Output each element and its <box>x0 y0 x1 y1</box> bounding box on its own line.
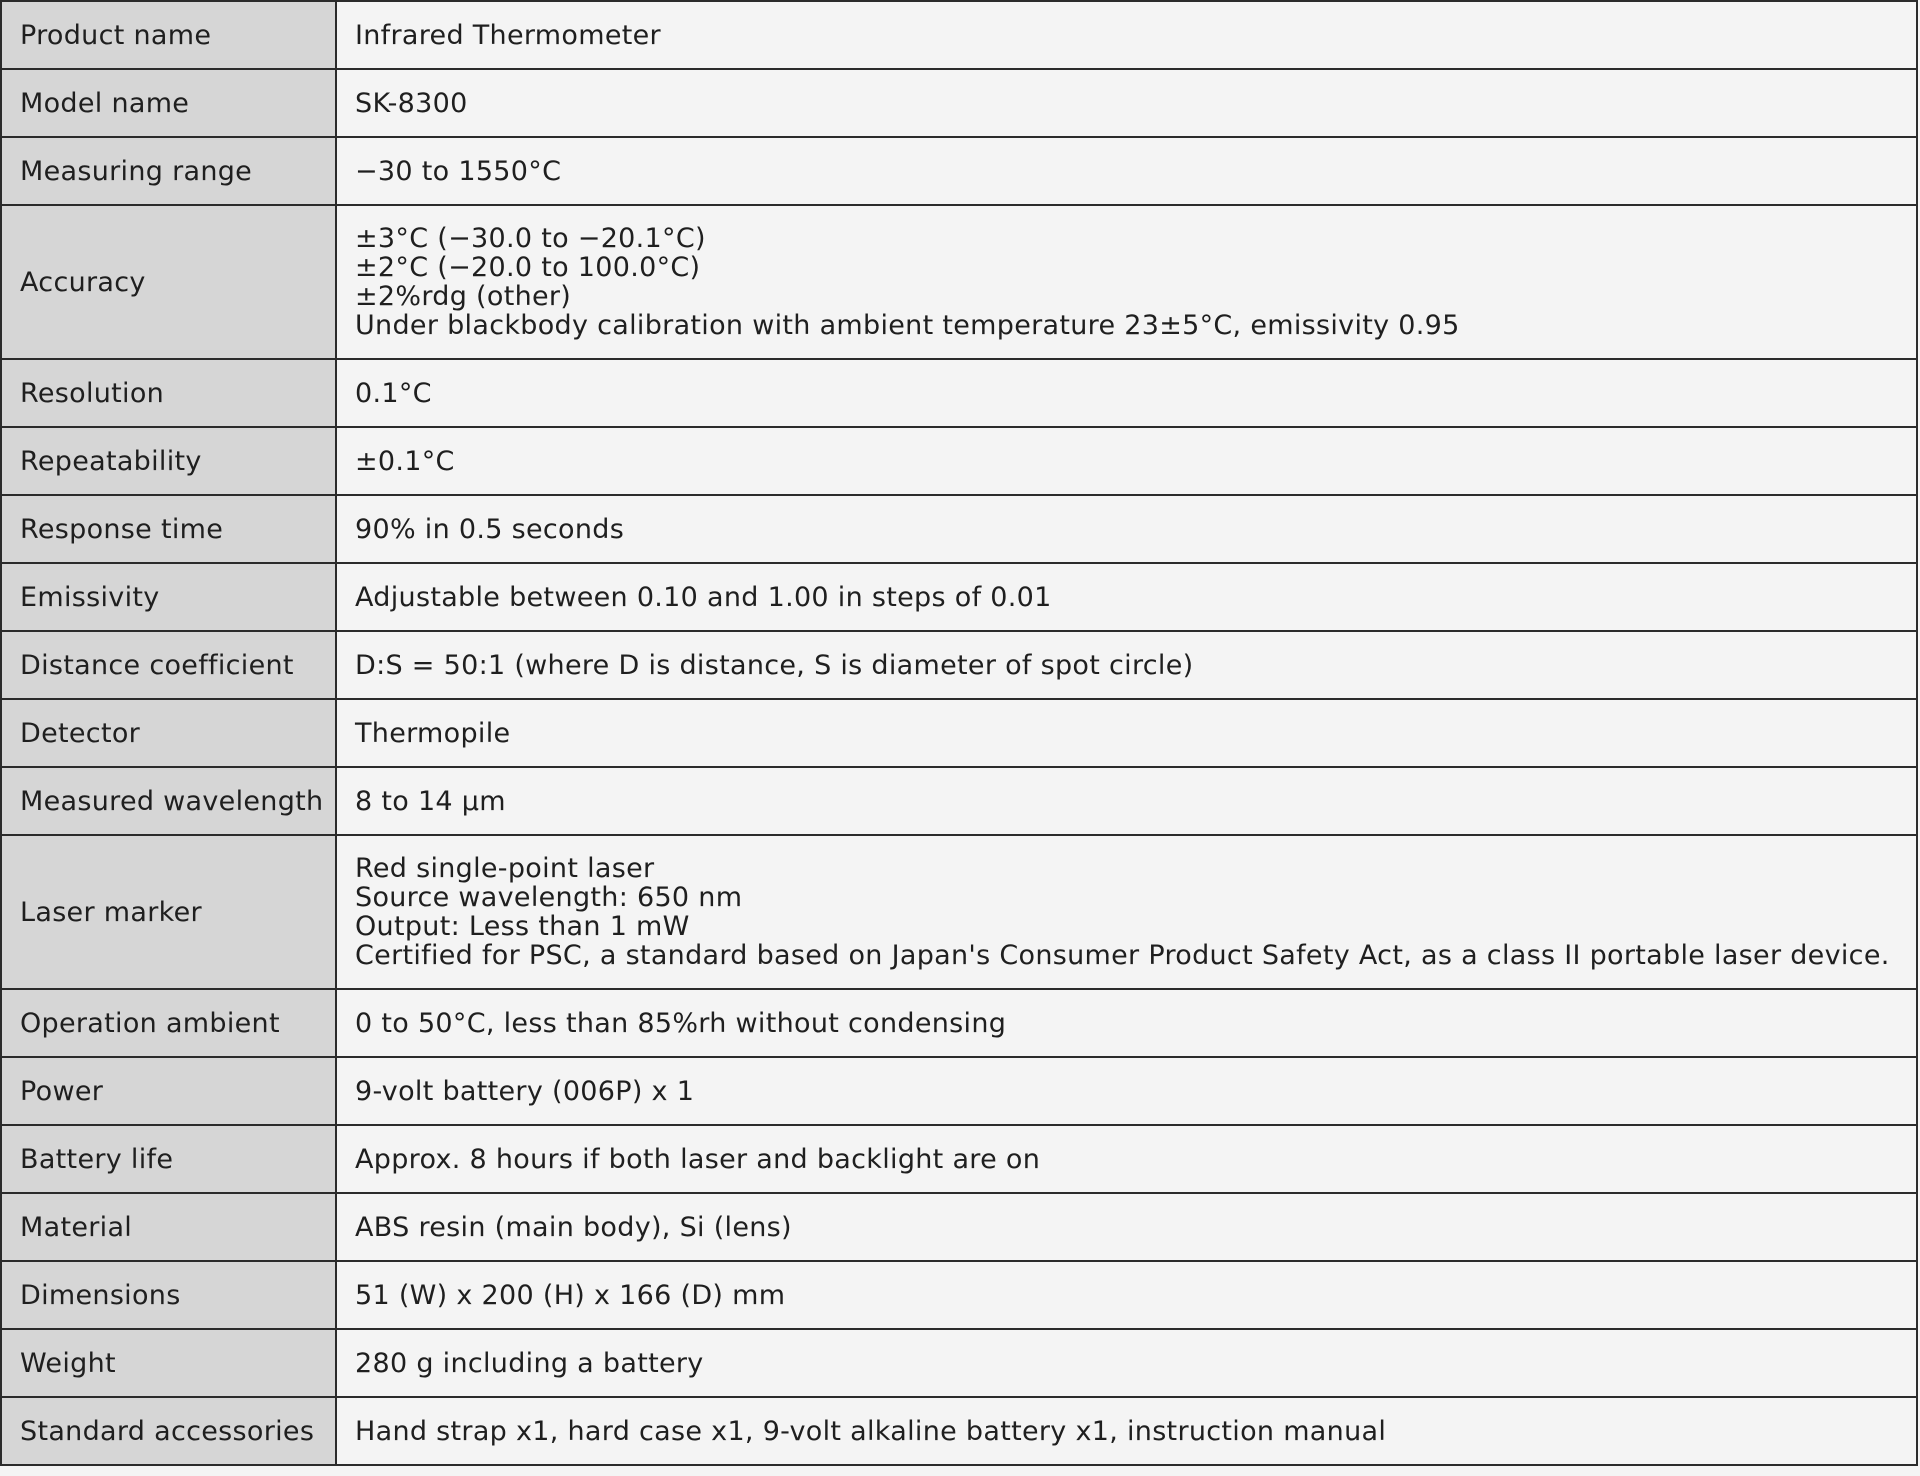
spec-row <box>1 137 1917 205</box>
spec-value <box>336 1 1917 69</box>
spec-value <box>336 563 1917 631</box>
spec-row <box>1 1193 1917 1261</box>
spec-value-line: Under blackbody calibration with ambient temperature 23±5°C, emissivity 0.95 <box>355 310 1460 341</box>
spec-value-line: Certified for PSC, a standard based on Japan's Consumer Product Safety Act, as a class II portable laser device. <box>355 940 1890 971</box>
spec-value-line: 0.1°C <box>355 377 432 409</box>
spec-row <box>1 69 1917 137</box>
spec-row <box>1 699 1917 767</box>
spec-value <box>336 699 1917 767</box>
spec-value-line: Approx. 8 hours if both laser and backlight are on <box>355 1143 1041 1175</box>
spec-value <box>336 1329 1917 1397</box>
spec-label: Dimensions <box>1 1261 336 1329</box>
spec-value <box>336 359 1917 427</box>
spec-value-line: ABS resin (main body), Si (lens) <box>355 1211 792 1243</box>
spec-label: Repeatability <box>1 427 336 495</box>
spec-value <box>336 1125 1917 1193</box>
spec-value <box>336 137 1917 205</box>
spec-value-line: 8 to 14 μm <box>355 785 506 817</box>
spec-row <box>1 1125 1917 1193</box>
spec-row <box>1 1329 1917 1397</box>
spec-row <box>1 359 1917 427</box>
spec-value-line: ±3°C (−30.0 to −20.1°C) <box>355 223 706 254</box>
spec-value <box>336 631 1917 699</box>
spec-value <box>336 1193 1917 1261</box>
spec-value <box>336 1397 1917 1465</box>
spec-value-line: 51 (W) x 200 (H) x 166 (D) mm <box>355 1279 786 1311</box>
spec-value <box>336 69 1917 137</box>
spec-label: Model name <box>1 69 336 137</box>
spec-label: Accuracy <box>1 205 336 359</box>
spec-value-line: 90% in 0.5 seconds <box>355 513 625 545</box>
spec-label: Measuring range <box>1 137 336 205</box>
spec-label: Material <box>1 1193 336 1261</box>
spec-value-line: Adjustable between 0.10 and 1.00 in steps of 0.01 <box>355 581 1052 613</box>
spec-value-line: Red single-point laser <box>355 853 655 884</box>
spec-row <box>1 1057 1917 1125</box>
spec-row <box>1 631 1917 699</box>
spec-value-line: D:S = 50:1 (where D is distance, S is diameter of spot circle) <box>355 649 1194 681</box>
spec-row <box>1 767 1917 835</box>
spec-value-line: Output: Less than 1 mW <box>355 911 690 942</box>
spec-value-line: Thermopile <box>355 717 511 749</box>
spec-value <box>336 1261 1917 1329</box>
spec-value-line: ±2%rdg (other) <box>355 281 572 312</box>
spec-label: Distance coefficient <box>1 631 336 699</box>
spec-value-line: −30 to 1550°C <box>355 155 562 187</box>
spec-value <box>336 989 1917 1057</box>
spec-value <box>336 767 1917 835</box>
spec-value <box>336 835 1917 989</box>
spec-row <box>1 495 1917 563</box>
spec-label: Weight <box>1 1329 336 1397</box>
spec-value-line: ±0.1°C <box>355 445 455 477</box>
spec-value-line: Hand strap x1, hard case x1, 9-volt alkaline battery x1, instruction manual <box>355 1415 1387 1447</box>
spec-value-line: 0 to 50°C, less than 85%rh without condensing <box>355 1007 1007 1039</box>
spec-row <box>1 1397 1917 1465</box>
spec-row <box>1 835 1917 989</box>
spec-table-body <box>1 1 1917 1465</box>
spec-value-line: Infrared Thermometer <box>355 19 661 51</box>
spec-value <box>336 205 1917 359</box>
spec-label: Emissivity <box>1 563 336 631</box>
spec-label: Standard accessories <box>1 1397 336 1465</box>
spec-value-line: ±2°C (−20.0 to 100.0°C) <box>355 252 701 283</box>
spec-label: Operation ambient <box>1 989 336 1057</box>
spec-value-line: Source wavelength: 650 nm <box>355 882 743 913</box>
spec-label: Product name <box>1 1 336 69</box>
spec-label: Measured wavelength <box>1 767 336 835</box>
spec-value <box>336 427 1917 495</box>
spec-value <box>336 1057 1917 1125</box>
spec-label: Battery life <box>1 1125 336 1193</box>
spec-label: Resolution <box>1 359 336 427</box>
spec-row <box>1 205 1917 359</box>
spec-row <box>1 1 1917 69</box>
spec-row <box>1 427 1917 495</box>
spec-label: Response time <box>1 495 336 563</box>
spec-row <box>1 563 1917 631</box>
spec-value-line: 280 g including a battery <box>355 1347 704 1379</box>
spec-value <box>336 495 1917 563</box>
spec-row <box>1 989 1917 1057</box>
spec-label: Laser marker <box>1 835 336 989</box>
spec-label: Detector <box>1 699 336 767</box>
spec-value-line: 9-volt battery (006P) x 1 <box>355 1075 695 1107</box>
spec-label: Power <box>1 1057 336 1125</box>
spec-row <box>1 1261 1917 1329</box>
spec-value-line: SK-8300 <box>355 87 468 119</box>
